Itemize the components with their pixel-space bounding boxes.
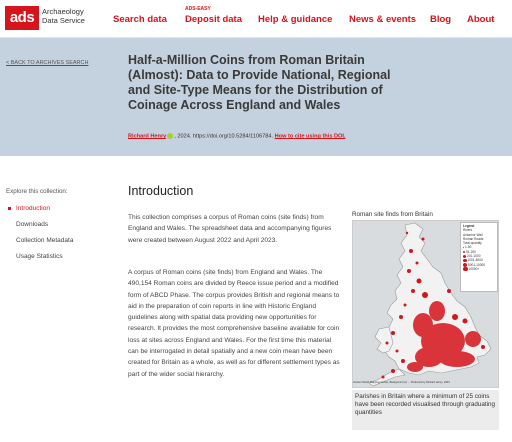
orcid-icon[interactable] (167, 133, 173, 139)
author-link[interactable]: Richard Henry (128, 133, 167, 140)
legend-item: 10000+ (463, 267, 495, 272)
sidebar-item-usage-statistics[interactable]: Usage Statistics (16, 253, 63, 260)
sidebar-heading: Explore this collection: (6, 188, 68, 195)
legend-item: 51-200 (463, 250, 495, 254)
org-name (42, 7, 102, 25)
legend-item: Antonine Wall (463, 232, 483, 237)
org-name-line1: Archaeology (42, 7, 84, 16)
legend-item: 1-50 (465, 245, 472, 250)
nav-blog[interactable]: Blog (430, 14, 452, 25)
org-name-line2: Data Service (42, 16, 85, 25)
sidebar-item-collection-metadata[interactable]: Collection Metadata (16, 237, 74, 244)
figure-caption: Parishes in Britain where a minimum of 25 coins have been recorded visualised through graduating quantities (352, 390, 499, 430)
citation-line (128, 133, 345, 139)
sidebar-item-downloads[interactable]: Downloads (16, 221, 49, 228)
legend-item: Rivers (463, 228, 473, 233)
figure-title: Roman site finds from Britain (352, 211, 433, 218)
nav-about[interactable]: About (467, 14, 495, 25)
legend-title: Legend (463, 224, 475, 228)
map-legend (460, 222, 498, 292)
sidebar-item-introduction[interactable]: Introduction (16, 205, 50, 212)
site-header (0, 0, 512, 38)
legend-item: Roman Roads (463, 236, 484, 241)
legend-item: 5001-10000 (463, 263, 495, 267)
nav-news-events[interactable]: News & events (349, 14, 417, 25)
map-credit: Ancient World Mapping Center, Background (c) ... Produced by Richard Henry, 2023 (353, 381, 450, 384)
nav-search-data[interactable]: Search data (113, 14, 167, 25)
deposit-super-label: ADS-EASY (185, 6, 211, 12)
citation-text: , 2024. https://doi.org/10.5284/1106784. (174, 133, 274, 140)
nav-help-guidance[interactable]: Help & guidance (258, 14, 333, 25)
ads-logo[interactable]: ads (5, 6, 39, 30)
active-bullet-icon (8, 207, 11, 210)
back-to-archives-link[interactable]: < BACK TO ARCHIVES SEARCH (6, 60, 89, 66)
section-heading: Introduction (128, 184, 194, 198)
how-to-cite-link[interactable]: How to cite using this DOI. (274, 133, 346, 140)
legend-item: 1001-5000 (463, 258, 495, 262)
nav-deposit-data[interactable]: Deposit data (185, 14, 243, 25)
intro-paragraph-2: A corpus of Roman coins (site finds) from England and Wales. The 490,154 Roman coins are divided by Reece issue period and a modified form of ABCD Phase. The corpus provides British and regional means to aid in the preparation of coin reports in line with Historic England guidelines along with spatial data providing new opportunities for research. It provides the most comprehensive baseline available for coin loss at sites across England and Wales. For the first time this material can be interrogated in detail spatially and a new coin mean have been created for Britain as a whole, as well as for different settlement types as part of the wider social hierarchy. (128, 269, 340, 378)
legend-item: Total quantity (463, 241, 482, 246)
page-title: Half-a-Million Coins from Roman Britain (Almost): Data to Provide National, Regional and Site-Type Means for the Distribution of Coinage Across England and Wales (128, 53, 391, 112)
intro-paragraph-1: This collection comprises a corpus of Roman coins (site finds) from England and Wales. The spreadsheet data and accompanying figures were created between August 2022 and April 2023. (128, 214, 332, 244)
legend-item: 201-1000 (463, 254, 495, 258)
